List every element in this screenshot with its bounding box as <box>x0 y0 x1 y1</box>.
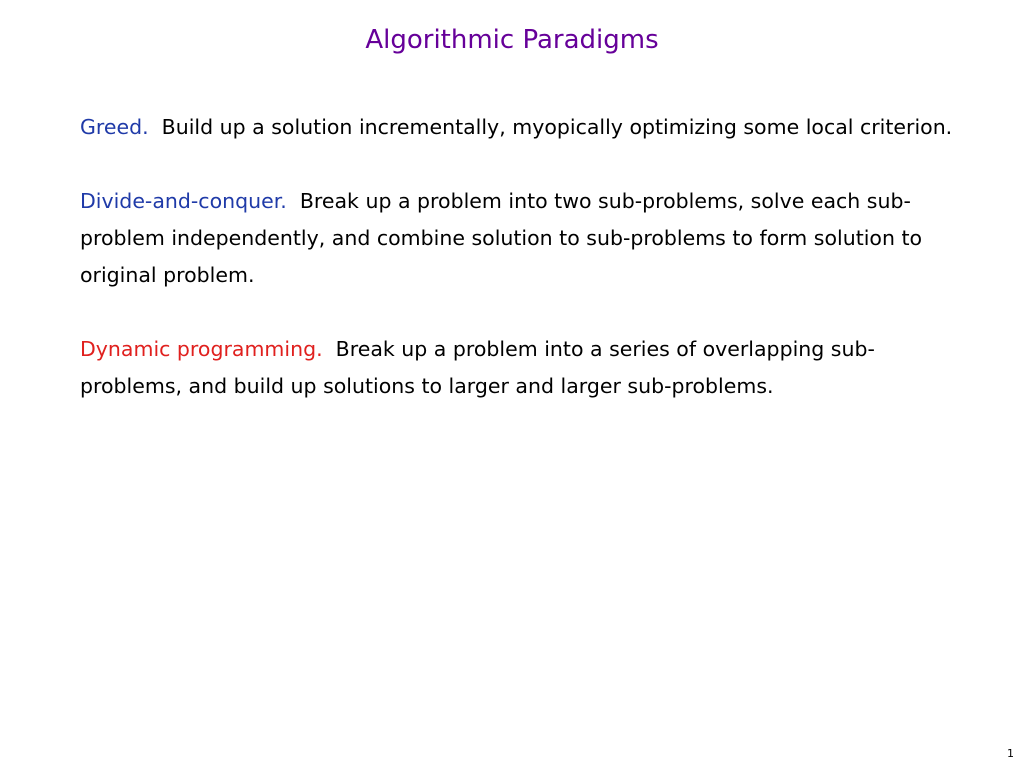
paradigm-description-dynamic-programming: Break up a problem into a series of overlapping sub-problems, and build up solutions to larger and larger sub-problems. <box>80 337 875 398</box>
page-number: 1 <box>1007 747 1014 760</box>
paradigm-term-divide-and-conquer: Divide-and-conquer. <box>80 189 287 213</box>
paradigm-divide-and-conquer <box>80 183 960 294</box>
paradigm-dynamic-programming <box>80 331 960 405</box>
slide-body <box>80 109 960 442</box>
paradigm-description-greed: Build up a solution incrementally, myopically optimizing some local criterion. <box>161 115 953 139</box>
paradigm-greed <box>80 109 960 146</box>
paradigm-term-greed: Greed. <box>80 115 149 139</box>
paradigm-description-divide-and-conquer: Break up a problem into two sub-problems, solve each sub-problem independently, and combine solution to sub-problems to form solution to original problem. <box>80 189 923 287</box>
slide-title: Algorithmic Paradigms <box>365 25 659 55</box>
paradigm-term-dynamic-programming: Dynamic programming. <box>80 337 323 361</box>
